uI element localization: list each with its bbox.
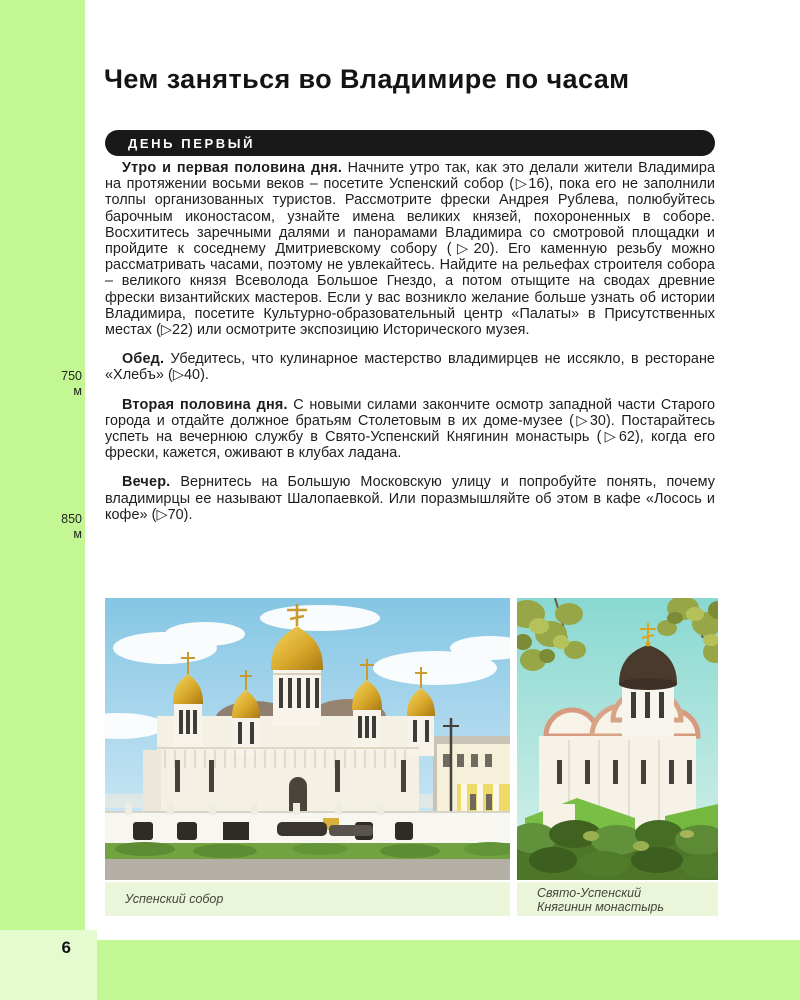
paragraph-lead: Обед. [122, 351, 165, 368]
road [105, 859, 510, 880]
distance-value: 850 [61, 512, 82, 526]
paragraph-morning [105, 160, 715, 338]
paragraph-body: С новыми силами закончите осмотр западной части Старого города и отдайте должное братьям Столетовым в их доме-музее (▷30). Постарайтесь успеть на вечернюю службу в Свято-Успенский Княгинин монастырь (▷62), когда его фрески, кажется, оживают в клубах ладана. [105, 396, 715, 462]
margin-note-750m [0, 369, 82, 399]
section-banner-day-one [105, 130, 715, 156]
distance-value: 750 [61, 369, 82, 383]
grass-strip [105, 842, 510, 861]
uspensky-cathedral-illustration [105, 598, 510, 880]
page-title: Чем заняться во Владимире по часам [104, 64, 630, 94]
left-margin-band [0, 0, 85, 930]
section-banner-label: ДЕНЬ ПЕРВЫЙ [128, 135, 256, 151]
photo-uspensky-cathedral [105, 598, 510, 916]
paragraph-lead: Вторая половина дня. [122, 396, 288, 413]
photo-caption-uspensky [105, 882, 510, 916]
paragraph-lead: Вечер. [122, 474, 171, 491]
paragraph-lunch [105, 351, 715, 383]
caption-text: Успенский собор [125, 892, 224, 906]
distance-unit: м [73, 384, 82, 398]
photo-knyaginin-monastery [517, 598, 718, 916]
page-number-box [0, 930, 97, 1000]
margin-note-850m [0, 512, 82, 542]
paragraph-body: Вернитесь на Большую Московскую улицу и попробуйте понять, почему владимирцы ее называют Шалопаевкой. Или поразмышляйте об этом в кафе «Лосось и кофе» (▷70). [105, 474, 715, 523]
paragraph-afternoon [105, 397, 715, 462]
bushes [517, 820, 718, 880]
photo-caption-knyaginin [517, 882, 718, 916]
paragraph-body: Убедитесь, что кулинарное мастерство владимирцев не иссякло, в ресторане «Хлебъ» (▷40). [105, 351, 715, 384]
paragraph-body: Начните утро так, как это делали жители Владимира на протяжении восьми веков – посетите Успенский собор (▷16), пока его не заполнили толпы организованных туристов. Рассмотрите фрески Андрея Рублева, полюбуйтесь барочным иконостасом, узнайте имена великих князей, похороненных в соборе. Восхититесь заречными далями и панорамами Владимира со смотровой площадки и пройдите к соседнему Дмитриевскому собору (▷20). Его каменную резьбу можно рассматривать часами, поэтому не увлекайтесь. Найдите на рельефах строителя собора – великого князя Всеволода Большое Гнездо, а потом отыщите на сводах древние фрески византийских мастеров. Если у вас возникло желание больше узнать об истории Владимира, посетите Культурно-образовательный центр «Палаты» в Присутственных местах (▷22) или осмотрите экспозицию Исторического музея. [105, 160, 716, 339]
paragraph-lead: Утро и первая половина дня. [122, 160, 343, 176]
body-text [105, 160, 715, 523]
paragraph-evening [105, 474, 715, 523]
page-number: 6 [61, 938, 71, 957]
bottom-decoration-bar [97, 940, 800, 1000]
caption-text-line2: Княгинин монастырь [537, 900, 664, 914]
knyaginin-monastery-illustration [517, 598, 718, 880]
caption-text-line1: Свято-Успенский [537, 886, 642, 900]
distance-unit: м [73, 527, 82, 541]
